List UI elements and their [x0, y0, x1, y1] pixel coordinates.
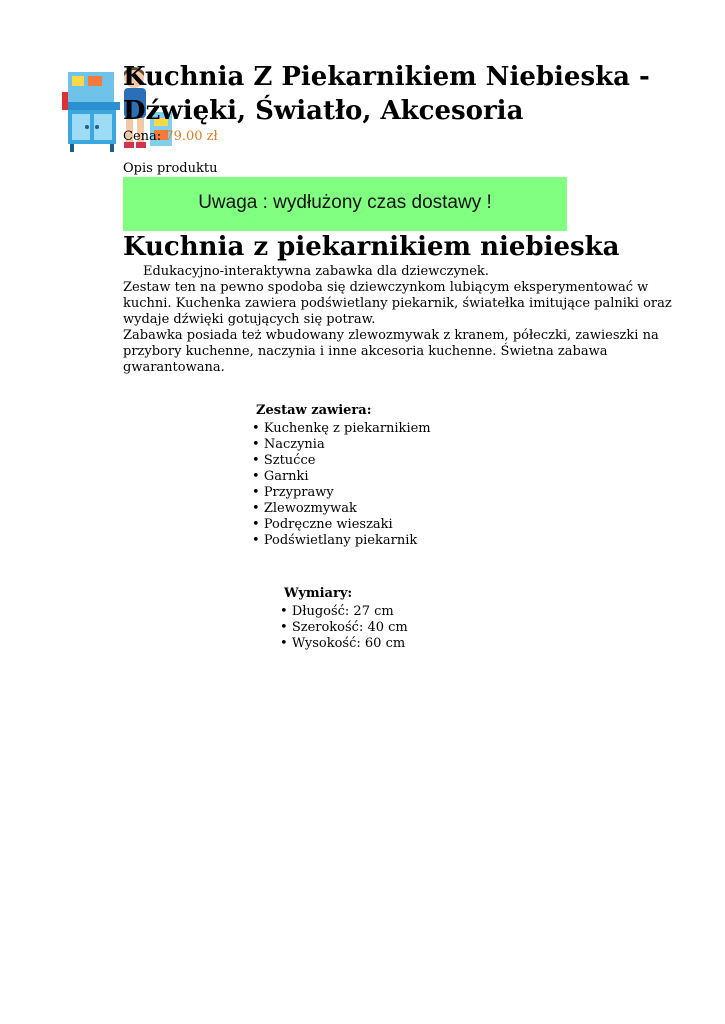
list-item: • Podświetlany piekarnik: [252, 533, 431, 549]
list-item: • Szerokość: 40 cm: [280, 620, 408, 636]
set-contents-title: Zestaw zawiera:: [256, 403, 372, 418]
dimensions: [280, 586, 408, 652]
set-contents-list: [252, 421, 431, 549]
product-title: Kuchnia Z Piekarnikiem Niebieska - Dźwięki, Światło, Akcesoria: [123, 62, 650, 126]
list-item: • Wysokość: 60 cm: [280, 636, 408, 652]
list-item: • Długość: 27 cm: [280, 604, 408, 620]
delivery-notice-banner: [123, 177, 567, 231]
product-description: [123, 264, 683, 376]
price-label: Cena:: [123, 129, 162, 144]
list-item: • Garnki: [252, 469, 431, 485]
section-heading: Kuchnia z piekarnikiem niebieska: [123, 232, 620, 262]
dimensions-list: [280, 604, 408, 652]
list-item: • Sztućce: [252, 453, 431, 469]
set-contents: [252, 403, 431, 549]
list-item: • Naczynia: [252, 437, 431, 453]
description-label: Opis produktu: [123, 161, 218, 176]
list-item: • Zlewozmywak: [252, 501, 431, 517]
delivery-notice-text: Uwaga : wydłużony czas dostawy !: [198, 192, 492, 213]
list-item: • Przyprawy: [252, 485, 431, 501]
list-item: • Podręczne wieszaki: [252, 517, 431, 533]
price-row: [123, 128, 218, 146]
list-item: • Kuchenkę z piekarnikiem: [252, 421, 431, 437]
description-paragraph: Edukacyjno-interaktywna zabawka dla dziewczynek.: [143, 264, 489, 279]
price-value: 79.00 zł: [165, 129, 218, 144]
description-paragraph: Zestaw ten na pewno spodoba się dziewczynkom lubiącym eksperymentować w kuchni. Kuchenka zawiera podświetlany piekarnik, światełka imitujące palniki oraz wydaje dźwięki gotujących się potraw.: [123, 280, 672, 327]
description-paragraph: Zabawka posiada też wbudowany zlewozmywak z kranem, półeczki, zawieszki na przybory kuchenne, naczynia i inne akcesoria kuchenne. Świetna zabawa gwarantowana.: [123, 328, 659, 375]
dimensions-title: Wymiary:: [284, 586, 353, 601]
